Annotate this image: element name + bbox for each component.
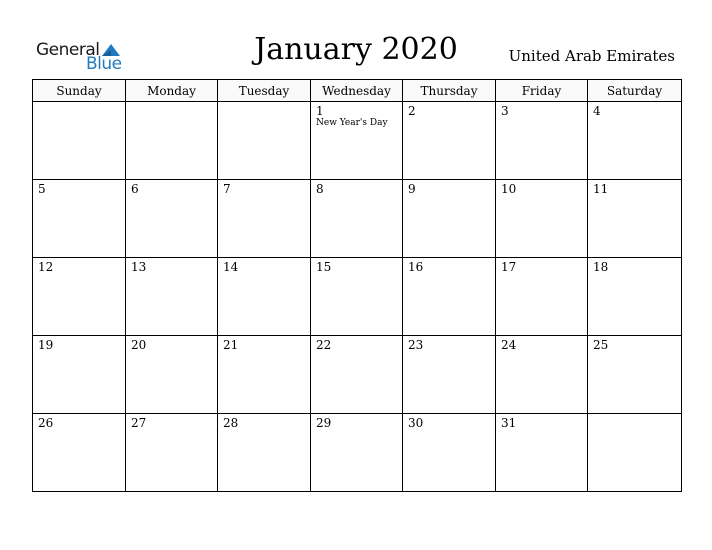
day-cell	[496, 102, 588, 180]
holiday-label: New Year's Day	[316, 118, 388, 128]
day-cell	[403, 258, 496, 336]
day-cell	[496, 414, 588, 492]
week-row	[33, 180, 682, 258]
day-number	[218, 102, 310, 104]
day-cell	[311, 336, 403, 414]
day-number	[588, 414, 681, 416]
day-number: 15	[316, 260, 332, 274]
day-number: 18	[593, 260, 609, 274]
weekday-header-friday: Friday	[496, 80, 588, 102]
country-label: United Arab Emirates	[508, 47, 675, 65]
day-number	[126, 102, 217, 104]
day-cell	[33, 258, 126, 336]
day-number: 31	[501, 416, 517, 430]
day-cell	[403, 180, 496, 258]
day-cell	[403, 414, 496, 492]
day-number: 30	[408, 416, 424, 430]
day-cell	[33, 102, 126, 180]
day-cell	[33, 180, 126, 258]
day-number: 13	[131, 260, 147, 274]
day-number: 21	[223, 338, 239, 352]
day-cell	[496, 336, 588, 414]
day-number: 1	[316, 104, 324, 118]
day-number: 19	[38, 338, 54, 352]
week-row	[33, 102, 682, 180]
day-number: 6	[131, 182, 139, 196]
weekday-header-row	[33, 80, 682, 102]
day-cell	[588, 414, 682, 492]
day-cell	[588, 336, 682, 414]
day-number: 8	[316, 182, 324, 196]
day-cell	[311, 102, 403, 180]
day-cell	[33, 414, 126, 492]
day-cell	[588, 102, 682, 180]
logo-blue-text: Blue	[86, 54, 122, 74]
day-cell	[33, 336, 126, 414]
day-number: 9	[408, 182, 416, 196]
day-number: 27	[131, 416, 147, 430]
weekday-header-wednesday: Wednesday	[311, 80, 403, 102]
day-number: 7	[223, 182, 231, 196]
day-cell	[218, 102, 311, 180]
day-number: 22	[316, 338, 332, 352]
day-number: 12	[38, 260, 54, 274]
day-cell	[126, 180, 218, 258]
day-cell	[588, 258, 682, 336]
day-number: 11	[593, 182, 609, 196]
logo-general-text: General	[36, 40, 100, 60]
weekday-header-saturday: Saturday	[588, 80, 682, 102]
day-cell	[311, 180, 403, 258]
day-number: 26	[38, 416, 54, 430]
day-number: 17	[501, 260, 517, 274]
day-number: 20	[131, 338, 147, 352]
day-number: 5	[38, 182, 46, 196]
day-cell	[218, 336, 311, 414]
day-number: 24	[501, 338, 517, 352]
day-number: 3	[501, 104, 509, 118]
day-cell	[126, 414, 218, 492]
day-number: 14	[223, 260, 239, 274]
weekday-header-thursday: Thursday	[403, 80, 496, 102]
day-cell	[311, 258, 403, 336]
day-number: 2	[408, 104, 416, 118]
week-row	[33, 414, 682, 492]
day-cell	[311, 414, 403, 492]
day-cell	[126, 336, 218, 414]
day-cell	[403, 102, 496, 180]
weekday-header-monday: Monday	[126, 80, 218, 102]
day-cell	[588, 180, 682, 258]
week-row	[33, 336, 682, 414]
day-cell	[126, 102, 218, 180]
day-number	[33, 102, 125, 104]
day-cell	[218, 180, 311, 258]
day-cell	[126, 258, 218, 336]
page-title: January 2020	[254, 32, 458, 67]
calendar-grid	[32, 79, 682, 492]
day-number: 23	[408, 338, 424, 352]
day-number: 4	[593, 104, 601, 118]
day-cell	[496, 258, 588, 336]
weekday-header-sunday: Sunday	[33, 80, 126, 102]
day-number: 29	[316, 416, 332, 430]
day-cell	[218, 414, 311, 492]
day-number: 10	[501, 182, 517, 196]
day-number: 28	[223, 416, 239, 430]
day-cell	[496, 180, 588, 258]
day-number: 16	[408, 260, 424, 274]
weekday-header-tuesday: Tuesday	[218, 80, 311, 102]
day-cell	[403, 336, 496, 414]
day-number: 25	[593, 338, 609, 352]
day-cell	[218, 258, 311, 336]
week-row	[33, 258, 682, 336]
